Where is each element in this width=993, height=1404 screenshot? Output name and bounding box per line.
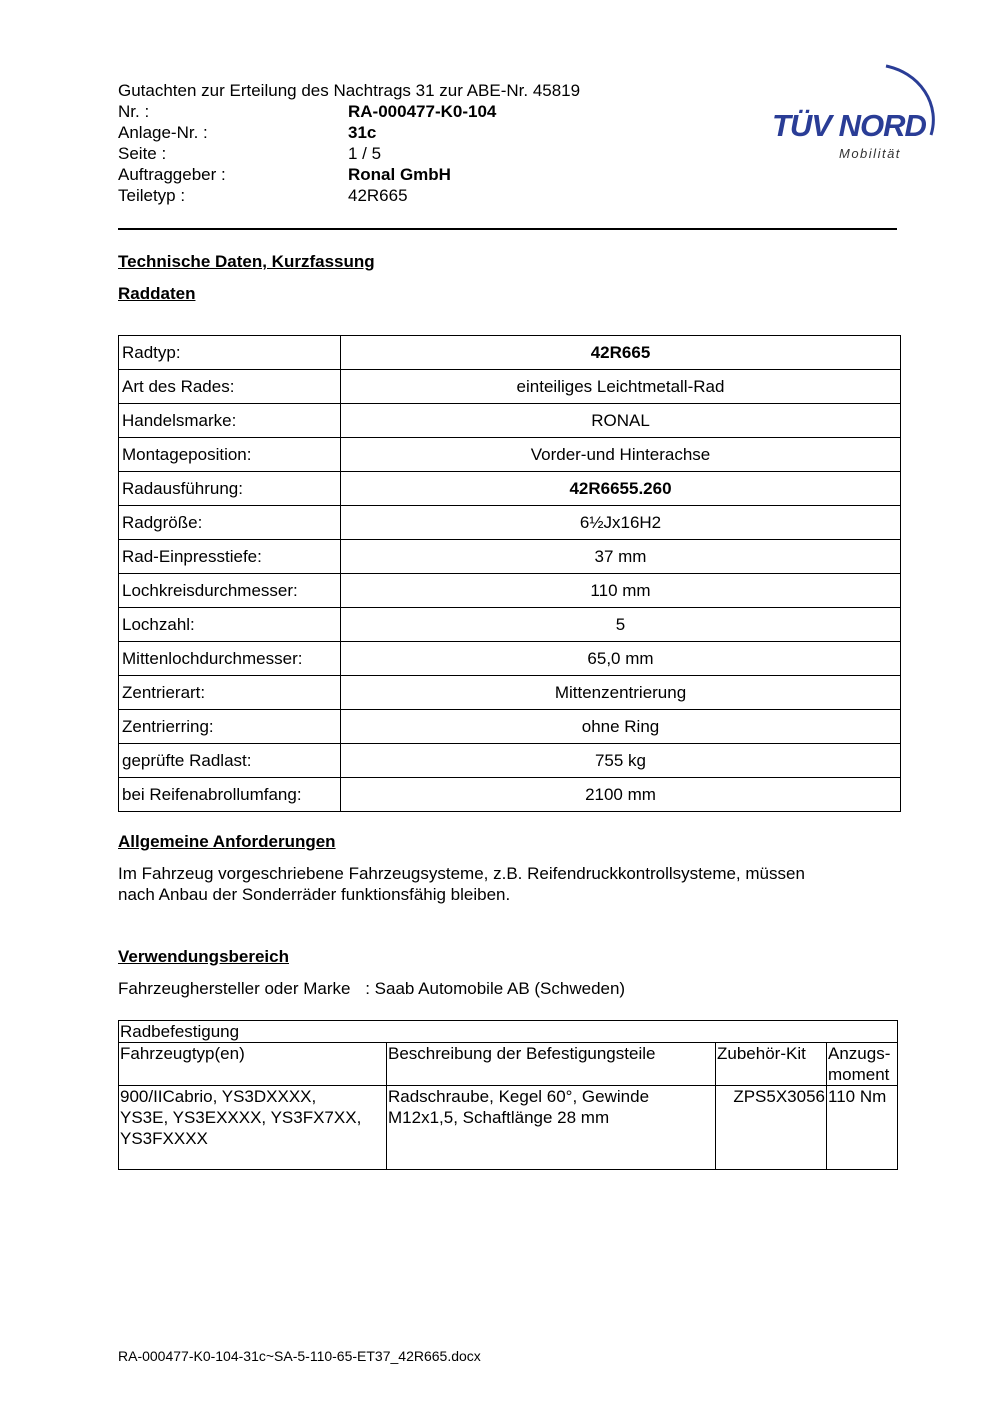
header-row-anlage: [118, 122, 678, 143]
row-value: 110 mm: [341, 574, 901, 608]
table-row: [119, 1086, 898, 1170]
row-key: Montageposition:: [119, 438, 341, 472]
header-torque-line-1: Anzugs-: [828, 1044, 891, 1063]
header-row-teiletyp: [118, 185, 678, 206]
header-cell-torque: [827, 1043, 898, 1086]
header-value: 1 / 5: [348, 144, 382, 163]
document-title: Gutachten zur Erteilung des Nachtrags 31 zur ABE-Nr. 45819: [118, 81, 581, 100]
table-row: [119, 710, 901, 744]
row-key: bei Reifenabrollumfang:: [119, 778, 341, 812]
raddaten-table: [118, 335, 901, 812]
cell-torque: 110 Nm: [827, 1086, 898, 1170]
usage-line: [118, 979, 625, 999]
section-heading-allgemein: Allgemeine Anforderungen: [118, 832, 336, 851]
table-caption: Radbefestigung: [119, 1021, 898, 1043]
table-row: [119, 574, 901, 608]
table-row: [119, 370, 901, 404]
row-key: Rad-Einpresstiefe:: [119, 540, 341, 574]
row-value: 37 mm: [341, 540, 901, 574]
header-cell-kit: Zubehör-Kit: [716, 1043, 827, 1086]
row-value: 5: [341, 608, 901, 642]
header-value: Ronal GmbH: [348, 165, 451, 184]
header-row-seite: [118, 143, 678, 164]
table-row: [119, 472, 901, 506]
row-value: 6½Jx16H2: [341, 506, 901, 540]
allgemein-paragraph: [118, 863, 878, 905]
row-key: Zentrierart:: [119, 676, 341, 710]
cell-types: [119, 1086, 387, 1170]
table-row: [119, 404, 901, 438]
row-key: Radtyp:: [119, 336, 341, 370]
header-divider: [118, 228, 897, 230]
allgemein-line-1: Im Fahrzeug vorgeschriebene Fahrzeugsysteme, z.B. Reifendruckkontrollsysteme, müssen: [118, 864, 805, 883]
header-value: RA-000477-K0-104: [348, 102, 497, 121]
table-row: [119, 506, 901, 540]
header-torque-line-2: moment: [828, 1065, 890, 1084]
row-key: Radausführung:: [119, 472, 341, 506]
row-key: Zentrierring:: [119, 710, 341, 744]
row-key: Lochzahl:: [119, 608, 341, 642]
types-line-2: YS3E, YS3EXXXX, YS3FX7XX,: [120, 1108, 362, 1127]
table-row: [119, 744, 901, 778]
row-key: geprüfte Radlast:: [119, 744, 341, 778]
row-key: Radgröße:: [119, 506, 341, 540]
row-key: Lochkreisdurchmesser:: [119, 574, 341, 608]
section-heading-raddaten: Raddaten: [118, 284, 196, 303]
cell-kit: ZPS5X3056: [716, 1086, 827, 1170]
row-value: Vorder-und Hinterachse: [341, 438, 901, 472]
header-value: 31c: [348, 123, 377, 142]
table-row: [119, 778, 901, 812]
header-row-auftraggeber: [118, 164, 678, 185]
radbefestigung-table: [118, 1020, 898, 1170]
header-label: Auftraggeber :: [118, 165, 226, 184]
row-value: 42R665: [341, 336, 901, 370]
header-value: 42R665: [348, 186, 408, 205]
footer-filename: RA-000477-K0-104-31c~SA-5-110-65-ET37_42R665.docx: [118, 1348, 481, 1364]
row-value: Mittenzentrierung: [341, 676, 901, 710]
row-value: 65,0 mm: [341, 642, 901, 676]
header-cell-types: Fahrzeugtyp(en): [119, 1043, 387, 1086]
row-value: RONAL: [341, 404, 901, 438]
row-value: 755 kg: [341, 744, 901, 778]
usage-colon: :: [365, 979, 370, 998]
cell-desc: [387, 1086, 716, 1170]
table-row: [119, 608, 901, 642]
logo-brand: TÜV NORD: [772, 108, 926, 143]
desc-line-2: M12x1,5, Schaftlänge 28 mm: [388, 1108, 610, 1127]
header-label: Teiletyp :: [118, 186, 186, 205]
types-line-1: 900/IICabrio, YS3DXXXX,: [120, 1087, 317, 1106]
table-row: [119, 336, 901, 370]
section-heading-verwendung: Verwendungsbereich: [118, 947, 289, 966]
table-row: [119, 676, 901, 710]
row-key: Art des Rades:: [119, 370, 341, 404]
row-value: 42R6655.260: [341, 472, 901, 506]
desc-line-1: Radschraube, Kegel 60°, Gewinde: [388, 1087, 650, 1106]
row-value: einteiliges Leichtmetall-Rad: [341, 370, 901, 404]
row-value: ohne Ring: [341, 710, 901, 744]
header-label: Seite :: [118, 144, 167, 163]
row-key: Handelsmarke:: [119, 404, 341, 438]
section-heading-tech: Technische Daten, Kurzfassung: [118, 252, 375, 271]
document-header: [118, 80, 678, 206]
row-value: 2100 mm: [341, 778, 901, 812]
tuv-nord-logo: [768, 60, 948, 170]
allgemein-line-2: nach Anbau der Sonderräder funktionsfähig bleiben.: [118, 885, 511, 904]
table-row: [119, 642, 901, 676]
types-line-3: YS3FXXXX: [120, 1129, 208, 1148]
table-caption-row: [119, 1021, 898, 1043]
table-row: [119, 438, 901, 472]
table-row: [119, 540, 901, 574]
header-label: Anlage-Nr. :: [118, 123, 208, 142]
logo-sub: Mobilität: [839, 146, 901, 161]
usage-value: Saab Automobile AB (Schweden): [374, 979, 626, 998]
header-label: Nr. :: [118, 102, 150, 121]
header-row-nr: [118, 101, 678, 122]
header-cell-desc: Beschreibung der Befestigungsteile: [387, 1043, 716, 1086]
table-header-row: [119, 1043, 898, 1086]
row-key: Mittenlochdurchmesser:: [119, 642, 341, 676]
usage-label: Fahrzeughersteller oder Marke: [118, 979, 351, 998]
